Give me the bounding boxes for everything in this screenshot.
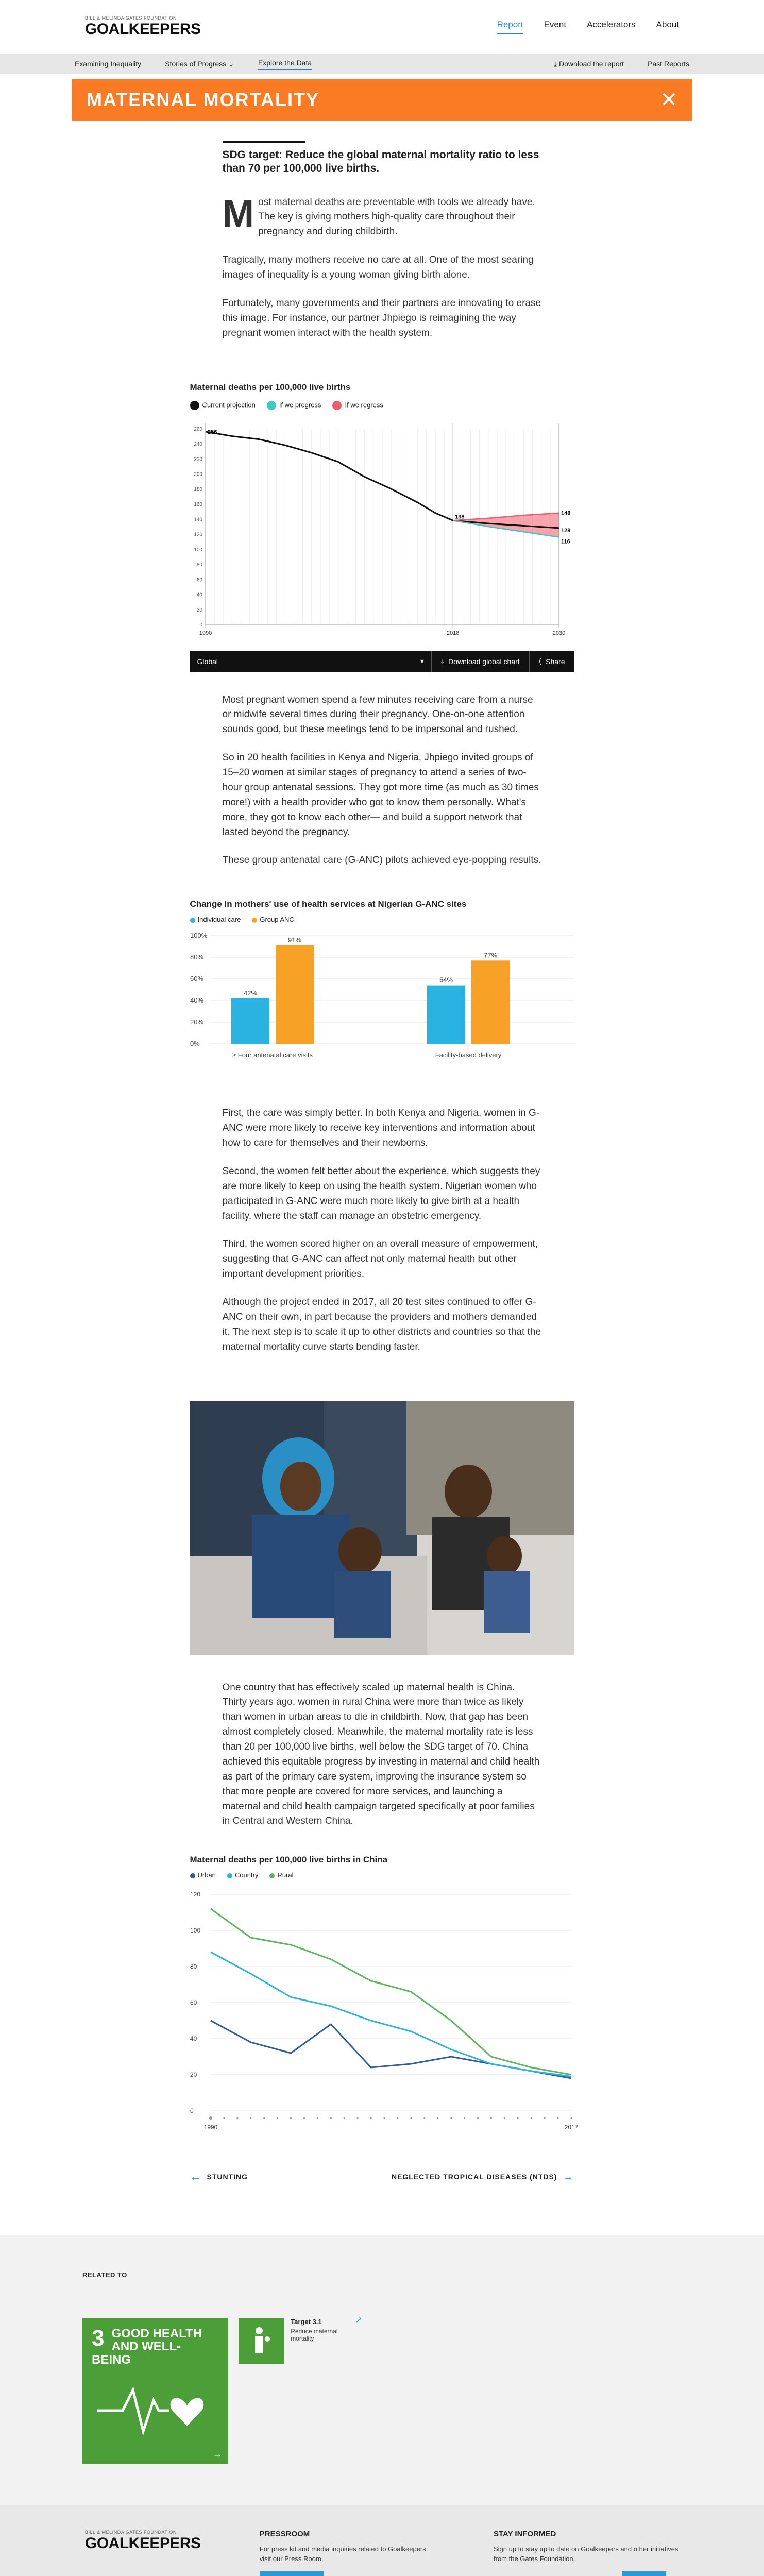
mothers-photo (190, 1401, 574, 1655)
chart3-title: Maternal deaths per 100,000 live births in China (190, 1855, 388, 1865)
bar-individual-care (427, 986, 465, 1044)
prev-article-link[interactable] (190, 2170, 248, 2183)
label-current: 128 (561, 527, 570, 534)
arrow-left-icon: ← (190, 2170, 202, 2183)
sdg-label: GOOD HEALTH AND WELL-BEING (92, 2327, 202, 2367)
dropcap: M (222, 192, 254, 235)
chart1-title: Maternal deaths per 100,000 live births (190, 382, 351, 392)
timeline-dot (290, 2117, 292, 2119)
chart2-plot (190, 928, 574, 1067)
subnav-download-report[interactable] (554, 60, 624, 69)
body3-paragraph-3: Third, the women scored higher on an overall measure of empowerment, suggesting that G-ANC can affect not only maternal health but other important development priorities. (222, 1239, 538, 1280)
page-title-bar (72, 79, 692, 121)
email-field[interactable] (494, 2572, 617, 2576)
y-tick-label: 20% (190, 1018, 203, 1026)
site-logo[interactable] (85, 15, 201, 38)
download-icon: ⤓ (553, 59, 559, 68)
legend-country[interactable] (227, 1871, 259, 1879)
y-tick-label: 60 (190, 1999, 197, 2007)
legend-rural-label: Rural (277, 1871, 294, 1879)
timeline-dot (303, 2117, 304, 2119)
body2-paragraph-3: These group antenatal care (G-ANC) pilots achieved eye-popping results. (222, 855, 541, 866)
nav-accelerators[interactable]: Accelerators (587, 20, 636, 29)
arrow-right-icon: → (562, 2170, 574, 2183)
y-tick-label: 100 (190, 1927, 200, 1935)
heartbeat-icon (92, 2369, 219, 2452)
legend-current[interactable] (190, 401, 256, 410)
body2-paragraph-2: So in 20 health facilities in Kenya and Nigeria, Jhpiego invited groups of 15–20 women at similar stages of pregnancy to attend a series of two- hour group antenatal sessions. They got more time (as much as 30 times more!) with a health provider who got to know them personally. What's more, they got to know each other— and build a support network that lasted beyond the pregnancy. (222, 752, 539, 838)
subscribe-block (494, 2530, 679, 2576)
body3-paragraph-2: Second, the women felt better about the experience, which suggests they are more likely to keep on using the health system. Nigerian women who participated in G-ANC were much more likely to give birth at a health facility, where the staff can manage an obstetric emergency. (222, 1165, 540, 1222)
bar-value-label: 77% (483, 951, 497, 959)
y-tick-label: 220 (193, 456, 202, 462)
body-section-2 (223, 693, 542, 869)
visit-press-room-button[interactable] (260, 2571, 324, 2576)
legend-group-label: Group ANC (260, 916, 294, 924)
y-tick-label: 140 (193, 516, 202, 522)
intro-paragraph-1 (222, 192, 542, 240)
next-article-label: NEGLECTED TROPICAL DISEASES (NTDS) (391, 2173, 557, 2181)
y-tick-label: 40 (190, 2035, 197, 2043)
body3-paragraph-1: First, the care was simply better. In both Kenya and Nigeria, women in G-ANC were more likely to receive key interventions and information about how to care for themselves and their newborns. (222, 1108, 540, 1148)
timeline-dot (223, 2117, 225, 2119)
subscribe-title: STAY INFORMED (493, 2530, 556, 2539)
chart1-plot (190, 418, 574, 640)
close-icon[interactable]: ✕ (660, 89, 677, 111)
share-label: Share (546, 657, 565, 666)
x-tick-label: 2018 (446, 630, 459, 636)
nav-event[interactable]: Event (544, 20, 567, 29)
bar-value-label: 54% (439, 976, 453, 984)
legend-country-label: Country (234, 1871, 259, 1879)
chart1-controls (190, 651, 574, 672)
y-tick-label: 60% (190, 975, 203, 983)
y-tick-label: 0% (190, 1040, 200, 1048)
footer-logo[interactable] (85, 2530, 201, 2576)
logo-wordmark: GOALKEEPERS (85, 21, 201, 38)
timeline-dot (356, 2117, 358, 2119)
next-article-link[interactable] (392, 2170, 574, 2183)
article-pager (190, 2170, 574, 2183)
timeline-dot (410, 2117, 412, 2119)
target-desc: Reduce maternal mortality (291, 2328, 338, 2343)
series-country (211, 1952, 571, 2077)
sub-nav (0, 54, 764, 74)
pressroom-block (260, 2530, 435, 2576)
target-3-1-card[interactable] (239, 2318, 362, 2464)
body-section-3 (223, 1106, 542, 1354)
region-select[interactable] (190, 651, 432, 672)
label-progress: 116 (561, 538, 570, 545)
timeline-dot (370, 2117, 371, 2119)
label-2018: 138 (454, 513, 465, 520)
legend-current-label: Current projection (202, 400, 256, 409)
footer-logo-subtitle: BILL & MELINDA GATES FOUNDATION (85, 2530, 177, 2535)
timeline-dot (544, 2117, 545, 2119)
download-chart-label: Download global chart (448, 657, 520, 666)
series-rural (211, 1909, 571, 2075)
site-header (0, 0, 764, 54)
bar-value-label: 91% (287, 936, 301, 944)
y-tick-label: 40% (190, 996, 203, 1005)
subnav-stories-of-progress[interactable]: Stories of Progress ⌄ (165, 59, 234, 68)
share-icon: ⟨ (538, 657, 542, 665)
y-tick-label: 20 (190, 2071, 197, 2079)
y-tick-label: 0 (190, 2107, 194, 2115)
related-section (0, 2235, 764, 2505)
y-tick-label: 80% (190, 953, 203, 961)
chart3-plot (190, 1884, 578, 2137)
subscribe-text: Sign up to stay up to date on Goalkeepers and other initiatives from the Gates Foundation. (493, 2545, 678, 2563)
y-tick-label: 240 (193, 441, 202, 447)
download-icon: ⤓ (440, 657, 445, 665)
bar-individual-care (231, 998, 269, 1044)
y-tick-label: 260 (193, 426, 202, 432)
timeline-dot (503, 2117, 505, 2119)
related-heading: RELATED TO (82, 2271, 127, 2279)
sdg-number: 3 (92, 2326, 105, 2351)
y-tick-label: 40 (196, 592, 202, 598)
y-tick-label: 80 (190, 1963, 197, 1971)
y-tick-label: 100 (193, 547, 202, 553)
body-section-4 (223, 1681, 542, 1829)
legend-rural[interactable] (269, 1871, 293, 1879)
timeline-dot (383, 2117, 385, 2119)
bar-value-label: 42% (243, 989, 257, 997)
y-tick-label: 0 (199, 622, 202, 628)
prev-article-label: STUNTING (207, 2173, 248, 2181)
intro-text-1: ost maternal deaths are preventable with tools we already have. The key is giving mothers high-quality care throughout their pregnancy and during childbirth. (258, 196, 535, 238)
timeline-dot (423, 2117, 425, 2119)
share-button[interactable] (530, 651, 574, 672)
download-chart-button[interactable] (432, 651, 530, 672)
y-tick-label: 20 (196, 607, 202, 613)
body3-paragraph-4: Although the project ended in 2017, all 20 test sites continued to offer G-ANC on their own, in part because the providers and mothers demanded it. The next step is to scale it up to other districts and countries so that the maternal mortality curve starts bending faster. (222, 1297, 541, 1352)
y-tick-label: 200 (193, 471, 202, 478)
bar-group-anc (276, 945, 314, 1044)
timeline-dot (450, 2117, 452, 2119)
sdg3-card[interactable] (82, 2318, 228, 2464)
x-tick-label: 2030 (552, 630, 565, 636)
sdg-target: SDG target: Reduce the global maternal mortality ratio to less than 70 per 100,000 live births. (222, 149, 539, 175)
label-start: 256 (207, 429, 217, 435)
chart3-legend (190, 1871, 574, 1879)
footer-logo-wordmark: GOALKEEPERS (85, 2535, 201, 2552)
y-tick-label: 160 (193, 501, 202, 507)
timeline-dot (209, 2116, 212, 2120)
chart-china (190, 1855, 578, 2139)
series-urban (211, 2021, 571, 2078)
category-label: ≥ Four antenatal care visits (232, 1051, 313, 1059)
nav-about[interactable]: About (656, 20, 679, 29)
y-tick-label: 60 (196, 577, 202, 583)
chart-global-mmr (190, 382, 574, 672)
pressroom-text: For press kit and media inquiries related to Goalkeepers, visit our Press Room. (259, 2545, 428, 2563)
x-tick-label: 2017 (564, 2124, 578, 2131)
subscribe-button[interactable] (622, 2571, 666, 2576)
category-label: Facility-based delivery (435, 1051, 501, 1059)
timeline-dot (263, 2117, 265, 2119)
nav-report[interactable]: Report (497, 20, 523, 34)
y-tick-label: 120 (190, 1891, 200, 1899)
y-tick-label: 180 (193, 486, 202, 493)
label-regress: 148 (561, 510, 570, 517)
logo-subtitle: BILL & MELINDA GATES FOUNDATION (85, 15, 177, 21)
y-tick-label: 120 (193, 532, 202, 538)
legend-regress-label: If we regress (345, 400, 383, 409)
intro-section (223, 141, 542, 341)
body4-paragraph-1: One country that has effectively scaled up maternal health is China. Thirty years ago, women in rural China were more than twice as likely than women in urban areas to die in childbirth. Now, that gap has been almost completely closed. Meanwhile, the maternal mortality rate is less than 20 per 100,000 live births, well below the SDG target of 70. China achieved this equitable progress by investing in maternal and child health as part of the primary care system, improving the insurance system so that more people are covered for more services, and launching a maternal and child health campaign targeted specifically at poor families in Central and Western China. (222, 1682, 540, 1827)
target-rule (223, 141, 305, 143)
subnav-explore-data[interactable]: Explore the Data (258, 59, 312, 70)
region-select-value: Global (197, 657, 218, 666)
timeline-dot (330, 2117, 331, 2119)
timeline-dot (464, 2117, 465, 2119)
x-tick-label: 1990 (203, 2124, 217, 2131)
page-title: MATERNAL MORTALITY (87, 89, 319, 110)
timeline-dot (437, 2117, 438, 2119)
target-title: Target 3.1 (291, 2318, 322, 2326)
chart2-title: Change in mothers' use of health services at Nigerian G-ANC sites (190, 899, 467, 909)
subnav-examining-inequality[interactable]: Examining Inequality (75, 60, 142, 68)
timeline-dot (490, 2117, 491, 2119)
arrow-right-icon: → (213, 2449, 222, 2460)
chart2-legend (190, 916, 574, 923)
legend-individual-label: Individual care (197, 916, 241, 924)
timeline-dot (517, 2117, 518, 2119)
chart-ganc (190, 899, 574, 1070)
caret-down-icon: ▾ (420, 657, 424, 665)
legend-group[interactable] (252, 916, 294, 923)
bar-group-anc (471, 961, 510, 1044)
download-report-label: Download the report (558, 59, 624, 68)
timeline-dot (557, 2117, 558, 2119)
photo-illustration (190, 1401, 574, 1655)
subnav-past-reports[interactable]: Past Reports (648, 60, 689, 68)
external-link-icon: ↗ (355, 2316, 362, 2325)
timeline-dot (530, 2117, 532, 2119)
legend-regress[interactable] (332, 401, 383, 410)
timeline-dot (277, 2117, 278, 2119)
timeline-dot (316, 2117, 318, 2119)
x-tick-label: 1990 (199, 630, 212, 636)
y-tick-label: 100% (190, 931, 207, 940)
timeline-dot (397, 2117, 398, 2119)
mother-child-icon (239, 2318, 284, 2364)
legend-urban[interactable] (190, 1871, 216, 1879)
timeline-dot (477, 2117, 479, 2119)
body2-paragraph-1: Most pregnant women spend a few minutes receiving care from a nurse or midwife several times during their pregnancy. One-on-one attention sounds good, but these meetings tend to be impersonal and rushed. (222, 694, 533, 735)
chart1-legend (190, 401, 574, 410)
y-tick-label: 80 (196, 562, 202, 568)
legend-urban-label: Urban (197, 1871, 216, 1879)
legend-progress-label: If we progress (279, 400, 321, 409)
main-nav (497, 20, 679, 34)
intro-paragraph-2: Tragically, many mothers receive no care at all. One of the most searing images of inequality is a young woman giving birth alone. (222, 255, 534, 280)
intro-paragraph-3: Fortunately, many governments and their partners are innovating to erase this image. For instance, our partner Jhpiego is reimagining the way pregnant women interact with the health system. (222, 297, 541, 338)
legend-individual[interactable] (190, 916, 241, 923)
timeline-dot (570, 2117, 572, 2119)
timeline-dot (236, 2117, 238, 2119)
legend-progress[interactable] (267, 401, 321, 410)
timeline-dot (250, 2117, 251, 2119)
site-footer (0, 2505, 764, 2576)
pressroom-title: PRESSROOM (259, 2530, 310, 2539)
timeline-dot (343, 2117, 345, 2119)
